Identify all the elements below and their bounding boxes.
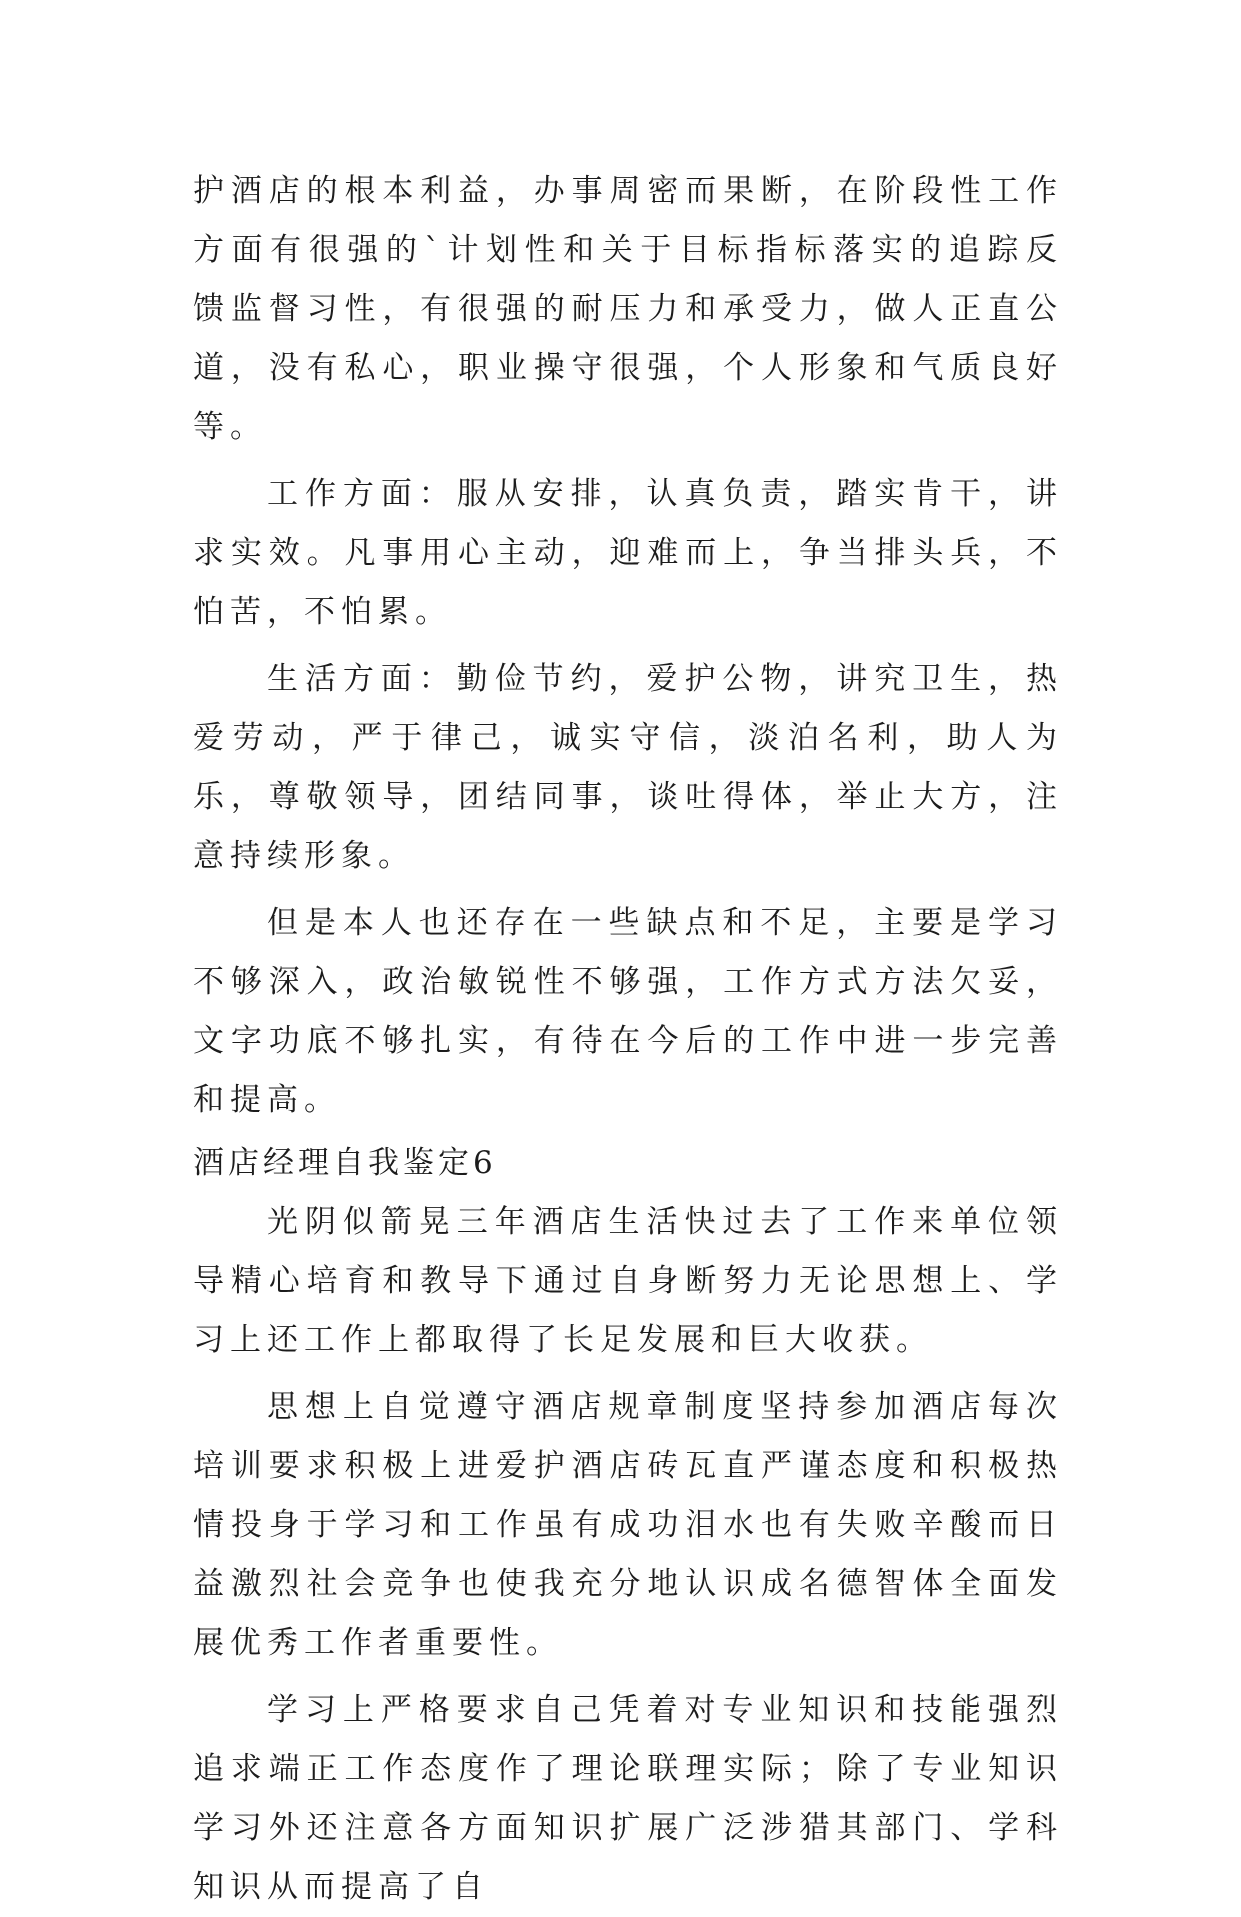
section-heading: 酒店经理自我鉴定6 <box>193 1145 497 1181</box>
document-body <box>193 162 1063 1917</box>
paragraph-life-aspect: 生活方面：勤俭节约，爱护公物，讲究卫生，热爱劳动，严于律己，诚实守信，淡泊名利，助人为乐，尊敬领导，团结同事，谈吐得体，举止大方，注意持续形象。 <box>193 661 1063 874</box>
paragraph-continuation: 护酒店的根本利益，办事周密而果断，在阶段性工作方面有很强的`计划性和关于目标指标落实的追踪反馈监督习性，有很强的耐压力和承受力，做人正直公道，没有私心，职业操守很强，个人形象和气质良好等。 <box>193 173 1063 445</box>
paragraph-work-aspect: 工作方面：服从安排，认真负责，踏实肯干，讲求实效。凡事用心主动，迎难而上，争当排头兵，不怕苦，不怕累。 <box>193 476 1063 630</box>
paragraph-intro: 光阴似箭晃三年酒店生活快过去了工作来单位领导精心培育和教导下通过自身断努力无论思想上、学习上还工作上都取得了长足发展和巨大收获。 <box>193 1204 1063 1358</box>
paragraph-shortcomings: 但是本人也还存在一些缺点和不足，主要是学习不够深入，政治敏锐性不够强，工作方式方法欠妥，文字功底不够扎实，有待在今后的工作中进一步完善和提高。 <box>193 905 1063 1118</box>
paragraph-study: 学习上严格要求自己凭着对专业知识和技能强烈追求端正工作态度作了理论联理实际；除了专业知识学习外还注意各方面知识扩展广泛涉猎其部门、学科知识从而提高了自 <box>193 1692 1063 1905</box>
paragraph-thought: 思想上自觉遵守酒店规章制度坚持参加酒店每次培训要求积极上进爱护酒店砖瓦直严谨态度和积极热情投身于学习和工作虽有成功泪水也有失败辛酸而日益激烈社会竞争也使我充分地认识成名德智体全面发展优秀工作者重要性。 <box>193 1389 1063 1661</box>
